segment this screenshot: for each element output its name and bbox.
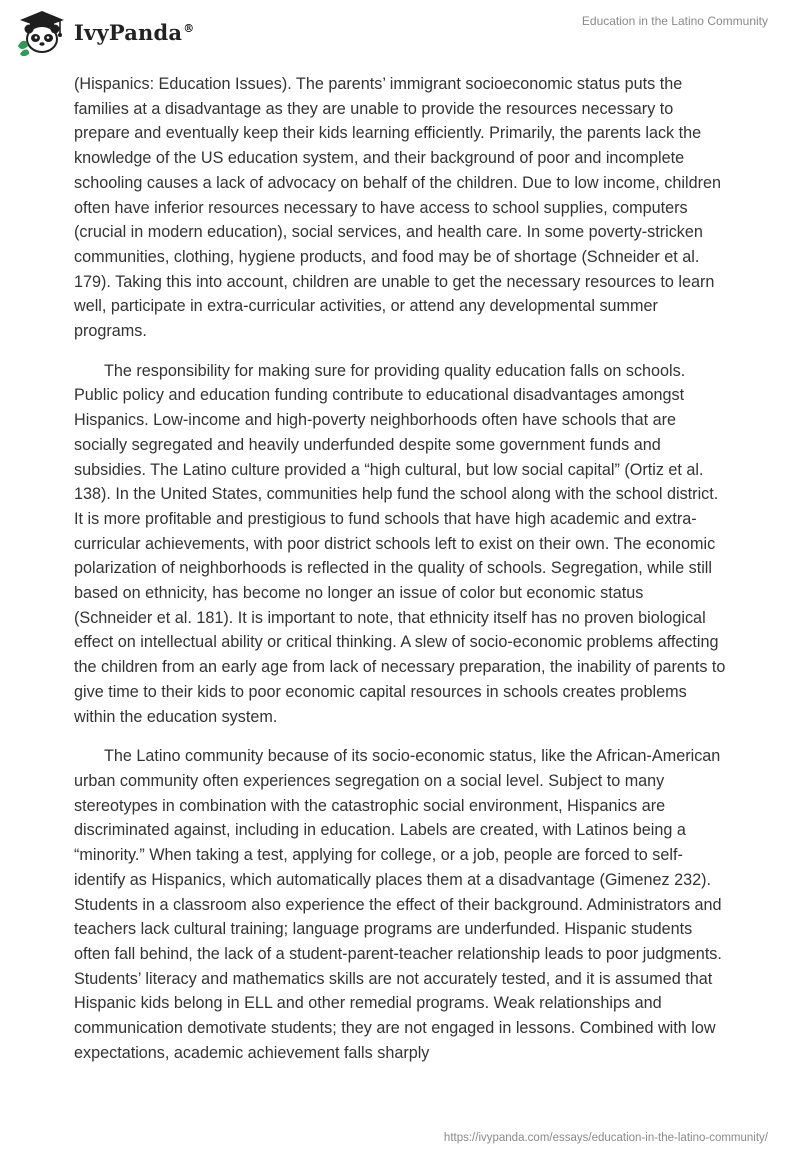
paragraph-2: The responsibility for making sure for providing quality education falls on schools. Public policy and education funding contribute to educational disadvantages amongst Hispanics. Low-income and high-poverty neighborhoods often have schools that are socially segregated and heavily underfunded despite some government funds and subsidies. The Latino culture provided a “high cultural, but low social capital” (Ortiz et al. 138). In the United States, communities help fund the school along with the school district. It is more profitable and prestigious to fund schools that have high academic and extra-curricular achievements, with poor district schools left to exist on their own. The economic polarization of neighborhoods is reflected in the quality of schools. Segregation, while still based on ethnicity, has become no longer an issue of color but economic status (Schneider et al. 181). It is important to note, that ethnicity itself has no proven biological effect on intellectual ability or critical thinking. A slew of socio-economic problems affecting the children from an early age from lack of necessary preparation, the inability of parents to give time to their kids to poor economic capital resources in schools creates problems within the education system. (74, 361, 726, 726)
registered-mark: ® (183, 21, 195, 35)
ivypanda-logo[interactable] (14, 8, 194, 56)
source-url-link[interactable]: https://ivypanda.com/essays/education-in-the-latino-community/ (443, 1132, 768, 1144)
document-title: Education in the Latino Community (581, 14, 768, 28)
paragraph-1: (Hispanics: Education Issues). The parents’ immigrant socioeconomic status puts the families at a disadvantage as they are unable to provide the resources necessary to prepare and eventually keep their kids learning efficiently. Primarily, the parents lack the knowledge of the US education system, and their background of poor and incomplete schooling causes a lack of advocacy on behalf of the children. Due to low income, children often have inferior resources necessary to have access to school supplies, computers (crucial in modern education), social services, and health care. In some poverty-stricken communities, clothing, hygiene products, and food may be of shortage (Schneider et al. 179). Taking this into account, children are unable to get the necessary resources to learn well, participate in extra-curricular activities, or attend any developmental summer programs. (74, 75, 721, 341)
paragraph-3: The Latino community because of its socio-economic status, like the African-American urban community often experiences segregation on a social level. Subject to many stereotypes in combination with the catastrophic social environment, Hispanics are discriminated against, including in education. Labels are created, with Latinos being a “minority.” When taking a test, applying for college, or a job, people are forced to self-identify as Hispanics, which automatically places them at a disadvantage (Gimenez 232). Students in a classroom also experience the effect of their background. Administrators and teachers lack cultural training; language programs are underfunded. Hispanic students often fall behind, the lack of a student-parent-teacher relationship leads to poor judgments. Students’ literacy and mathematics skills are not accurately tested, and it is assumed that Hispanic kids belong in ELL and other remedial programs. Weak relationships and communication demotivate students; they are not engaged in lessons. Combined with low expectations, academic achievement falls sharply (74, 747, 722, 1062)
panda-graduation-cap-icon (14, 8, 68, 56)
essay-body (74, 72, 726, 1080)
brand-name: IvyPanda® (74, 19, 195, 45)
page-header (0, 0, 800, 70)
